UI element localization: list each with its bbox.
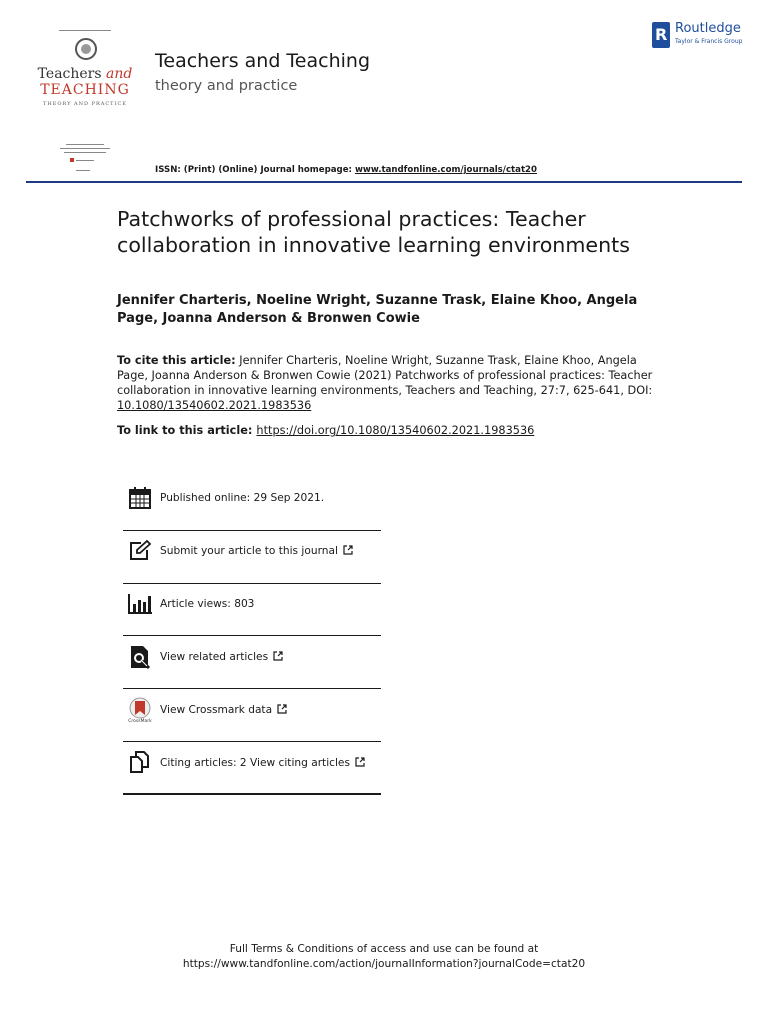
crossmark-link[interactable]: View Crossmark data xyxy=(160,704,287,716)
logo-text-teachers: Teachers and xyxy=(37,66,133,82)
info-divider xyxy=(123,741,381,742)
citing-articles-row[interactable] xyxy=(123,750,381,788)
related-articles-link[interactable]: View related articles xyxy=(160,651,283,663)
article-views-label: Article views: 803 xyxy=(160,598,255,610)
cite-text: Jennifer Charteris, Noeline Wright, Suzanne Trask, Elaine Khoo, Angela Page, Joanna Anderson & Bronwen Cowie (2021) Patchworks of professional practices: Teacher collaboration in innovative learning environments, Teachers and Teaching, 27:7, 625-641, DOI: xyxy=(117,354,653,397)
citing-articles-link[interactable]: Citing articles: 2 View citing articles xyxy=(160,757,365,769)
external-link-icon xyxy=(355,757,365,767)
calendar-icon xyxy=(127,485,153,511)
logo-text-theory: THEORY AND PRACTICE xyxy=(43,101,127,107)
related-articles-row[interactable] xyxy=(123,644,381,682)
info-divider xyxy=(123,635,381,636)
article-doi-link[interactable]: https://doi.org/10.1080/13540602.2021.1983536 xyxy=(256,424,535,437)
external-link-icon xyxy=(273,651,283,661)
journal-seal-icon xyxy=(75,38,97,60)
article-views-row xyxy=(123,591,381,629)
publisher-name: Routledge xyxy=(675,21,741,36)
info-divider xyxy=(123,688,381,689)
citation-block xyxy=(117,353,657,413)
external-link-icon xyxy=(343,545,353,555)
issn-label: ISSN: (Print) (Online) Journal homepage: xyxy=(155,165,355,175)
journal-subtitle: theory and practice xyxy=(155,78,298,94)
publisher-group: Taylor & Francis Group xyxy=(675,38,743,45)
article-authors: Jennifer Charteris, Noeline Wright, Suzanne Trask, Elaine Khoo, Angela Page, Joanna Anderson & Bronwen Cowie xyxy=(117,293,638,326)
link-label: To link to this article: xyxy=(117,424,253,437)
article-link-line xyxy=(117,423,657,438)
published-online-row xyxy=(123,485,381,523)
crossmark-row[interactable] xyxy=(123,697,381,735)
info-divider xyxy=(123,583,381,584)
info-divider xyxy=(123,530,381,531)
cite-doi-link[interactable]: 10.1080/13540602.2021.1983536 xyxy=(117,399,312,412)
submit-article-link[interactable]: Submit your article to this journal xyxy=(160,545,353,557)
edit-icon xyxy=(127,538,153,564)
issn-line xyxy=(155,165,537,175)
header-divider xyxy=(26,181,742,183)
logo-text-teaching: TEACHING xyxy=(40,82,130,98)
external-link-icon xyxy=(277,704,287,714)
article-title: Patchworks of professional practices: Teacher collaboration in innovative learning environments xyxy=(117,207,630,257)
footer-terms-link[interactable]: https://www.tandfonline.com/action/journalInformation?journalCode=ctat20 xyxy=(182,958,586,970)
journal-logo xyxy=(30,30,140,110)
citing-copy-icon xyxy=(127,750,153,776)
logo-rule xyxy=(59,30,111,36)
submit-article-row[interactable] xyxy=(123,538,381,576)
journal-cover-thumbnail xyxy=(60,144,110,172)
journal-title: Teachers and Teaching xyxy=(155,50,371,72)
info-divider-bottom xyxy=(123,793,381,795)
crossmark-icon xyxy=(127,697,153,723)
footer-line-1: Full Terms & Conditions of access and use can be found at xyxy=(229,943,539,955)
journal-homepage-link[interactable]: www.tandfonline.com/journals/ctat20 xyxy=(354,165,538,175)
crossmark-icon-text: CrossMark xyxy=(128,719,152,723)
search-document-icon xyxy=(127,644,153,670)
bar-chart-icon xyxy=(127,591,153,617)
footer-terms xyxy=(0,942,768,972)
cite-label: To cite this article: xyxy=(117,354,236,367)
publisher-logo[interactable] xyxy=(652,20,752,50)
routledge-icon xyxy=(652,22,670,48)
published-online-label: Published online: 29 Sep 2021. xyxy=(160,492,325,504)
